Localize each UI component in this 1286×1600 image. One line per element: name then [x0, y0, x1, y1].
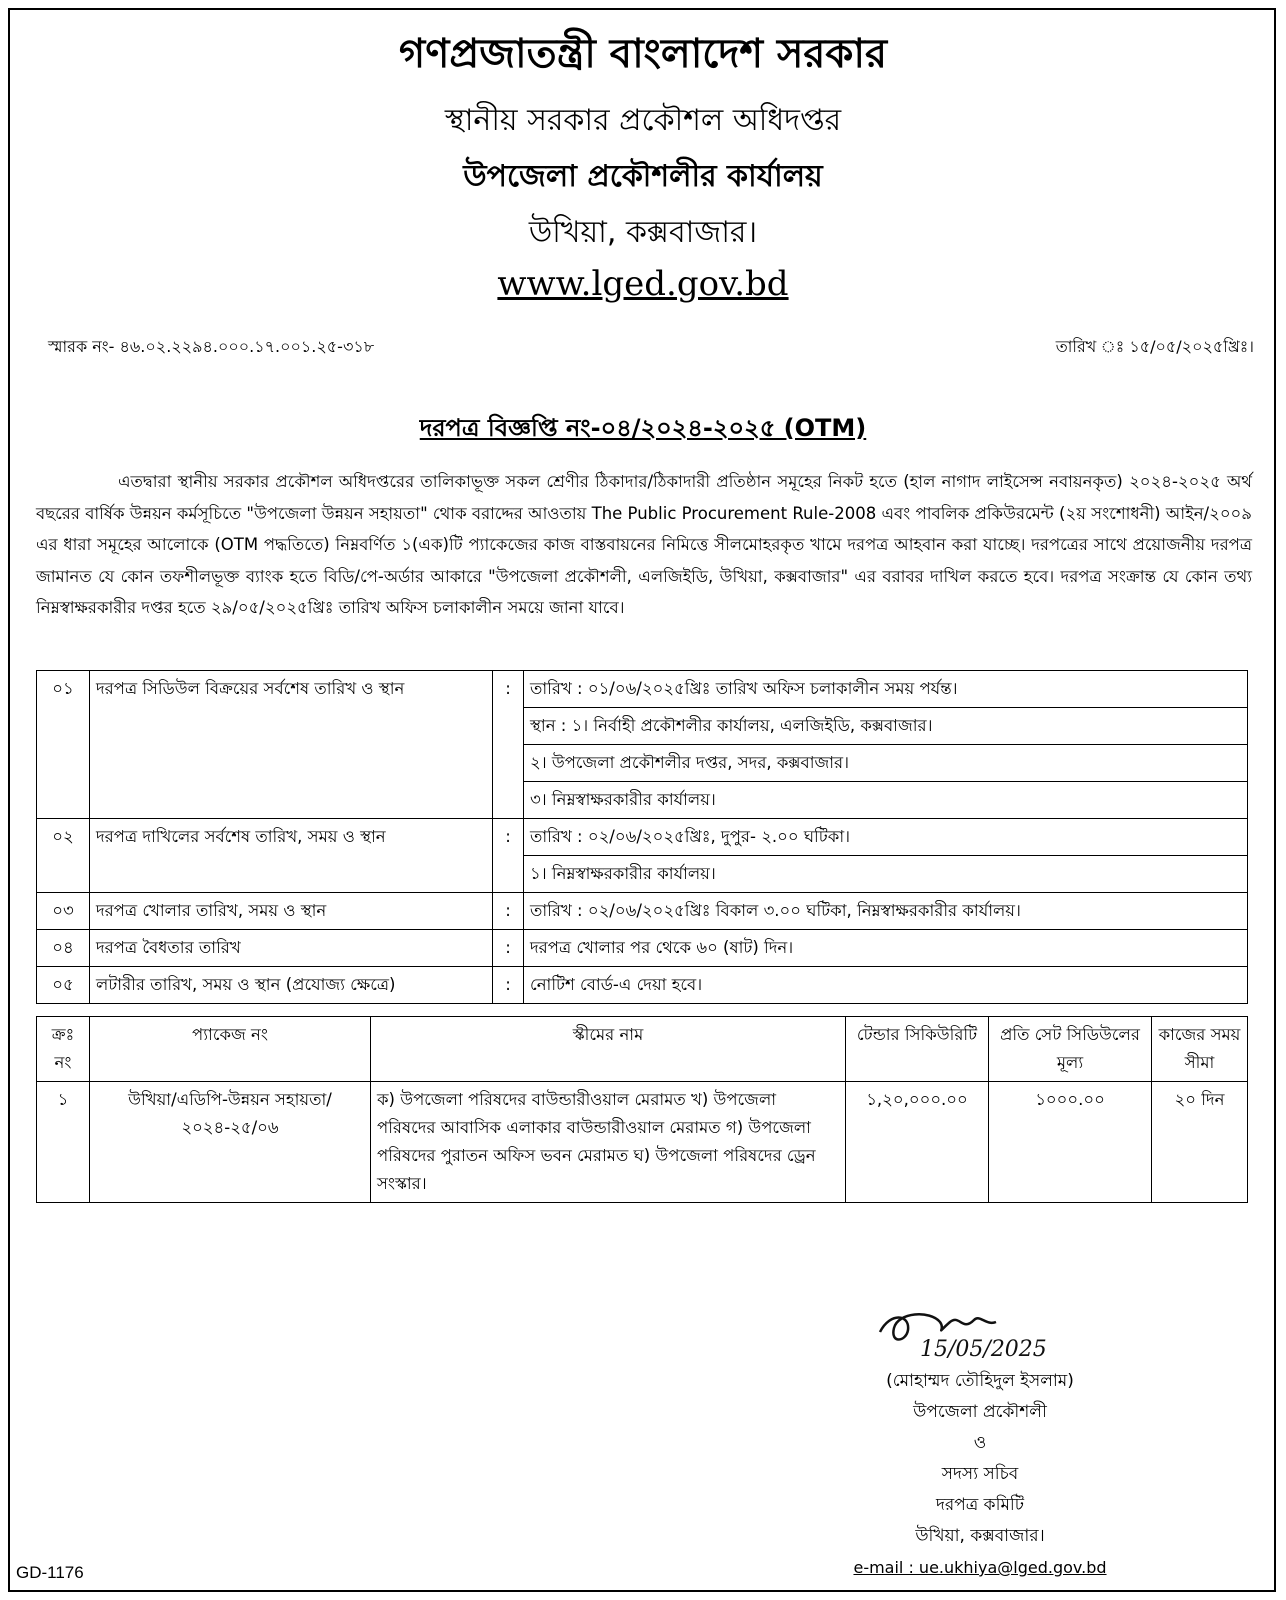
header-duration: কাজের সময় সীমা — [1152, 1017, 1248, 1082]
signatory-name: (মোহাম্মদ তৌহিদুল ইসলাম) — [886, 1371, 1074, 1391]
signatory-email[interactable]: e-mail : ue.ukhiya@lged.gov.bd — [853, 1558, 1107, 1577]
schedule-value: নোটিশ বোর্ড-এ দেয়া হবে। — [524, 967, 1248, 1004]
schedule-colon: : — [493, 671, 524, 819]
schedule-sl: ০৩ — [37, 893, 90, 930]
header-security: টেন্ডার সিকিউরিটি — [846, 1017, 989, 1082]
schedule-value: ৩। নিম্নস্বাক্ষরকারীর কার্যালয়। — [524, 782, 1248, 819]
govt-title: গণপ্রজাতন্ত্রী বাংলাদেশ সরকার — [399, 31, 887, 77]
schedule-label: লটারীর তারিখ, সময় ও স্থান (প্রযোজ্য ক্ষেত্রে) — [90, 967, 493, 1004]
schedule-table — [36, 670, 1248, 1004]
package-package: উখিয়া/এডিপি-উন্নয়ন সহায়তা/২০২৪-২৫/০৬ — [90, 1082, 371, 1203]
office-name: উপজেলা প্রকৌশলীর কার্যালয় — [463, 159, 823, 194]
schedule-value: স্থান : ১। নির্বাহী প্রকৌশলীর কার্যালয়, এলজিইডি, কক্সবাজার। — [524, 708, 1248, 745]
schedule-value: ২। উপজেলা প্রকৌশলীর দপ্তর, সদর, কক্সবাজার। — [524, 745, 1248, 782]
schedule-row — [37, 819, 1248, 856]
signature-date: 15/05/2025 — [920, 1337, 1047, 1362]
intro-paragraph: এতদ্বারা স্থানীয় সরকার প্রকৌশল অধিদপ্তরের তালিকাভূক্ত সকল শ্রেণীর ঠিকাদার/ঠিকাদারী প্রতিষ্ঠান সমূহের নিকট হতে (হাল নাগাদ লাইসেন্স নবায়নকৃত) ২০২৪-২০২৫ অর্থ বছরের বার্ষিক উন্নয়ন কর্মসূচিতে "উপজেলা উন্নয়ন সহায়তা" থোক বরাদ্দের আওতায় The Public Procurement Rule-2008 এবং পাবলিক প্রকিউরমেন্ট (২য় সংশোধনী) আইন/২০০৯ এর ধারা সমূহের আলোকে (OTM পদ্ধতিতে) নিম্নবর্ণিত ১(এক)টি প্যাকেজের কাজ বাস্তবায়নের নিমিত্তে সীলমোহরকৃত খামে দরপত্র আহবান করা যাচ্ছে। দরপত্রের সাথে প্রয়োজনীয় দরপত্র জামানত যে কোন তফশীলভূক্ত ব্যাংক হতে বিডি/পে-অর্ডার আকারে "উপজেলা প্রকৌশলী, এলজিইডি, উখিয়া, কক্সবাজার" এর বরাবর দাখিল করতে হবে। দরপত্র সংক্রান্ত যে কোন তথ্য নিম্নস্বাক্ষরকারীর দপ্তর হতে ২৯/০৫/২০২৫খ্রিঃ তারিখ অফিস চলাকালীন সময়ে জানা যাবে। — [36, 472, 1252, 617]
header-scheme: স্কীমের নাম — [371, 1017, 846, 1082]
package-sl: ১ — [37, 1082, 90, 1203]
department-name: স্থানীয় সরকার প্রকৌশল অধিদপ্তর — [444, 103, 842, 138]
schedule-colon: : — [493, 930, 524, 967]
package-table-header — [37, 1017, 1248, 1082]
signatory-role: সদস্য সচিব — [941, 1464, 1019, 1484]
schedule-value: তারিখ : ০২/০৬/২০২৫খ্রিঃ বিকাল ৩.০০ ঘটিকা, নিম্নস্বাক্ষরকারীর কার্যালয়। — [524, 893, 1248, 930]
header-price: প্রতি সেট সিডিউলের মূল্য — [989, 1017, 1152, 1082]
website-link[interactable]: www.lged.gov.bd — [497, 264, 789, 304]
package-scheme: ক) উপজেলা পরিষদের বাউন্ডারীওয়াল মেরামত খ) উপজেলা পরিষদের আবাসিক এলাকার বাউন্ডারীওয়াল মেরামত গ) উপজেলা পরিষদের পুরাতন অফিস ভবন মেরামত ঘ) উপজেলা পরিষদের ড্রেন সংস্কার। — [371, 1082, 846, 1203]
schedule-row — [37, 893, 1248, 930]
signatory-and: ও — [973, 1433, 987, 1453]
package-duration: ২০ দিন — [1152, 1082, 1248, 1203]
schedule-sl: ০৫ — [37, 967, 90, 1004]
signature-scribble — [850, 1292, 1110, 1366]
notice-title-text: দরপত্র বিজ্ঞপ্তি নং-০৪/২০২৪-২০২৫ (OTM) — [419, 414, 867, 442]
schedule-label: দরপত্র বৈধতার তারিখ — [90, 930, 493, 967]
schedule-label: দরপত্র খোলার তারিখ, সময় ও স্থান — [90, 893, 493, 930]
schedule-sl: ০১ — [37, 671, 90, 819]
header-sl: ক্রঃ নং — [37, 1017, 90, 1082]
schedule-sl: ০২ — [37, 819, 90, 893]
package-table — [36, 1016, 1248, 1203]
schedule-label: দরপত্র দাখিলের সর্বশেষ তারিখ, সময় ও স্থান — [90, 819, 493, 893]
memo-reference: স্মারক নং- ৪৬.০২.২২৯৪.০০০.১৭.০০১.২৫-৩১৮ — [48, 337, 375, 356]
signature-block — [800, 1292, 1160, 1583]
schedule-colon: : — [493, 893, 524, 930]
schedule-colon: : — [493, 819, 524, 893]
signatory-committee: দরপত্র কমিটি — [935, 1495, 1025, 1515]
header-package: প্যাকেজ নং — [90, 1017, 371, 1082]
schedule-value: দরপত্র খোলার পর থেকে ৬০ (ষাট) দিন। — [524, 930, 1248, 967]
office-location: উখিয়া, কক্সবাজার। — [528, 215, 758, 250]
schedule-row — [37, 930, 1248, 967]
schedule-value: ১। নিম্নস্বাক্ষরকারীর কার্যালয়। — [524, 856, 1248, 893]
schedule-sl: ০৪ — [37, 930, 90, 967]
package-price: ১০০০.০০ — [989, 1082, 1152, 1203]
signatory-place: উখিয়া, কক্সবাজার। — [915, 1526, 1045, 1546]
schedule-row — [37, 671, 1248, 708]
package-security: ১,২০,০০০.০০ — [846, 1082, 989, 1203]
schedule-colon: : — [493, 967, 524, 1004]
footer-code: GD-1176 — [16, 1563, 84, 1582]
schedule-value: তারিখ : ০২/০৬/২০২৫খ্রিঃ, দুপুর- ২.০০ ঘটিকা। — [524, 819, 1248, 856]
memo-date: তারিখ ঃ ১৫/০৫/২০২৫খ্রিঃ। — [1055, 337, 1254, 356]
package-row — [37, 1082, 1248, 1203]
schedule-label: দরপত্র সিডিউল বিক্রয়ের সর্বশেষ তারিখ ও স্থান — [90, 671, 493, 819]
notice-title — [0, 410, 1286, 450]
schedule-row — [37, 967, 1248, 1004]
schedule-value: তারিখ : ০১/০৬/২০২৫খ্রিঃ তারিখ অফিস চলাকালীন সময় পর্যন্ত। — [524, 671, 1248, 708]
signatory-designation: উপজেলা প্রকৌশলী — [913, 1402, 1047, 1422]
signature — [800, 1292, 1160, 1366]
